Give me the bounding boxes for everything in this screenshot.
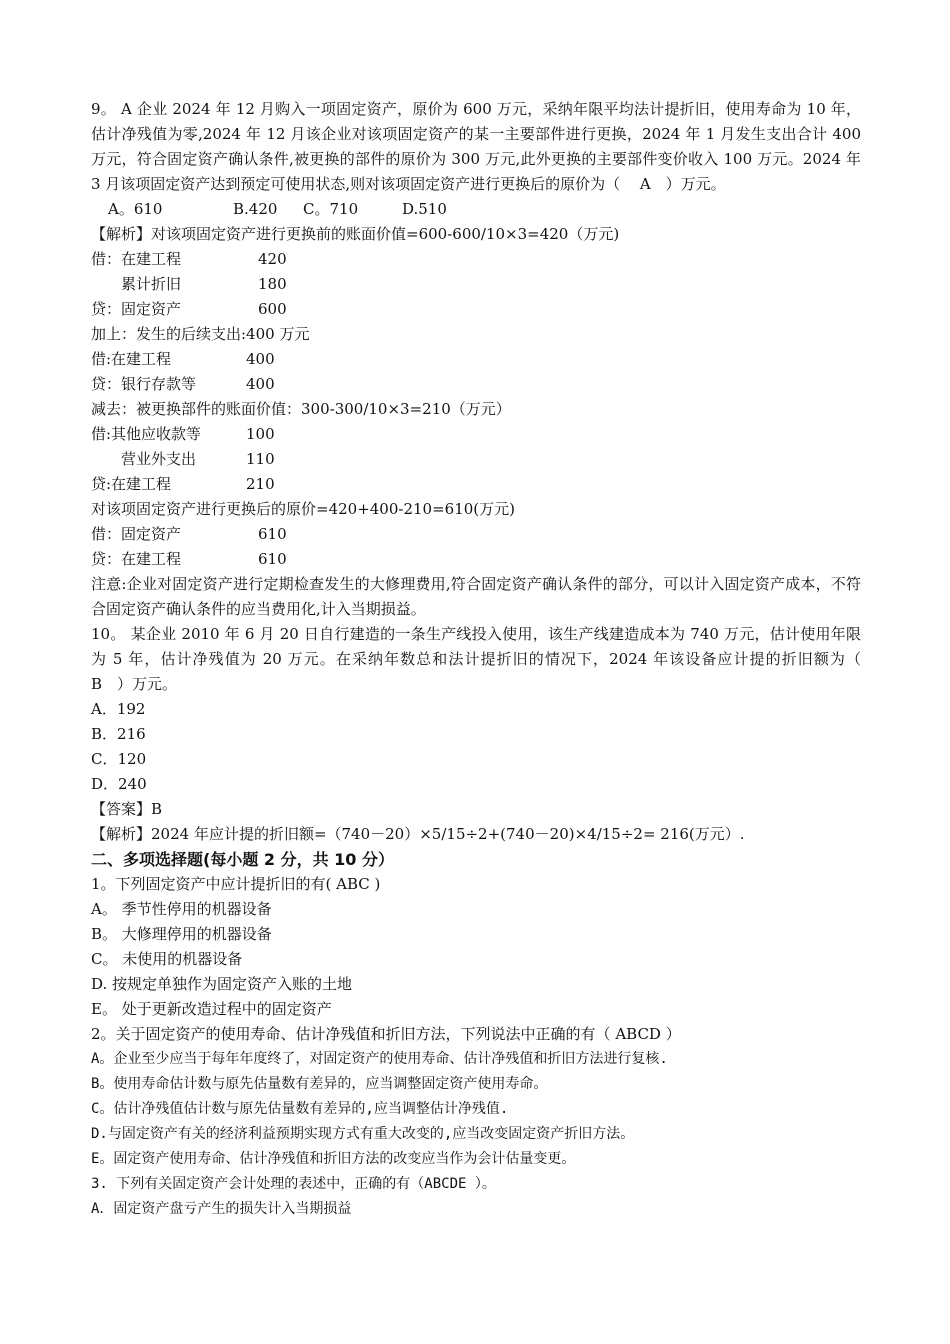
- journal-entry-row: [91, 297, 861, 322]
- mq2-option-c: C。估计净残值估计数与原先估量数有差异的,应当调整估计净残值.: [91, 1101, 509, 1117]
- entry-value: 180: [258, 275, 287, 293]
- document-page: [91, 97, 896, 1222]
- q9-option-b: B.420: [233, 200, 278, 218]
- entry-value: 400: [246, 375, 275, 393]
- section-heading: 二、多项选择题(每小题 2 分，共 10 分）: [91, 850, 394, 869]
- mq1-option-e: E。 处于更新改造过程中的固定资产: [91, 1000, 332, 1018]
- mq1-option-d: D. 按规定单独作为固定资产入账的土地: [91, 975, 353, 993]
- journal-entry-row: [91, 522, 861, 547]
- journal-entry-row: [91, 347, 861, 372]
- entry-label: 借：在建工程: [91, 250, 182, 268]
- journal-entry-row: [91, 472, 861, 497]
- q10-option-a: A．192: [91, 700, 146, 718]
- entry-value: 600: [258, 300, 287, 318]
- entry-value: 110: [246, 450, 275, 468]
- entry-label: 贷：固定资产: [91, 300, 182, 318]
- q9-option-d: D.510: [402, 200, 447, 218]
- entry-label: 借：固定资产: [91, 525, 182, 543]
- q9-analysis-intro: 【解析】对该项固定资产进行更换前的账面价值=600-600/10×3=420（万元): [91, 225, 620, 243]
- minus-line: 减去：被更换部件的账面价值：300-300/10×3=210（万元）: [91, 400, 511, 418]
- q9-option-a: A。610: [108, 200, 163, 218]
- journal-entry-row: [91, 247, 861, 272]
- q10-analysis: 【解析】2024 年应计提的折旧额=（740－20）×5/15÷2+(740－20)×4/15÷2= 216(万元）.: [91, 825, 745, 843]
- journal-entry-row: [91, 372, 861, 397]
- q10-option-d: D．240: [91, 775, 147, 793]
- journal-entry-row: [91, 272, 861, 297]
- mq3-stem: 3. 下列有关固定资产会计处理的表述中，正确的有（ABCDE ）。: [91, 1176, 496, 1192]
- entry-label: 营业外支出: [91, 450, 197, 468]
- entry-value: 610: [258, 525, 287, 543]
- journal-entry-row: [91, 447, 861, 472]
- q9-option-c: C。710: [303, 200, 359, 218]
- entry-label: 贷:在建工程: [91, 475, 172, 493]
- entry-label: 贷：在建工程: [91, 550, 182, 568]
- entry-label: 贷：银行存款等: [91, 375, 197, 393]
- mq1-option-b: B。 大修理停用的机器设备: [91, 925, 272, 943]
- mq2-stem: 2。关于固定资产的使用寿命、估计净残值和折旧方法，下列说法中正确的有（ ABCD ）: [91, 1025, 681, 1043]
- add-line: 加上：发生的后续支出:400 万元: [91, 325, 310, 343]
- q10-stem: 10。 某企业 2010 年 6 月 20 日自行建造的一条生产线投入使用，该生产线建造成本为 740 万元，估计使用年限为 5 年，估计净残值为 20 万元。在采纳年数总和法计提折旧的情况下，2024 年该设备应计提的折旧额为（ B ）万元。: [91, 625, 896, 693]
- q10-option-b: B．216: [91, 725, 146, 743]
- entry-value: 420: [258, 250, 287, 268]
- q10-option-c: C．120: [91, 750, 147, 768]
- entry-label: 累计折旧: [91, 275, 182, 293]
- result-line: 对该项固定资产进行更换后的原价=420+400-210=610(万元): [91, 500, 516, 518]
- journal-entry-row: [91, 422, 861, 447]
- mq1-stem: 1。下列固定资产中应计提折旧的有( ABC ): [91, 875, 381, 893]
- mq1-option-a: A。 季节性停用的机器设备: [91, 900, 272, 918]
- journal-entry-row: [91, 547, 861, 572]
- q9-options: [91, 197, 861, 222]
- q9-note: 注意:企业对固定资产进行定期检查发生的大修理费用,符合固定资产确认条件的部分，可以计入固定资产成本，不符合固定资产确认条件的应当费用化,计入当期损益。: [91, 575, 861, 618]
- entry-value: 610: [258, 550, 287, 568]
- entry-label: 借:其他应收款等: [91, 425, 202, 443]
- mq2-option-d: D.与固定资产有关的经济利益预期实现方式有重大改变的,应当改变固定资产折旧方法。: [91, 1126, 635, 1142]
- entry-value: 100: [246, 425, 275, 443]
- entry-label: 借:在建工程: [91, 350, 172, 368]
- mq2-option-e: E。固定资产使用寿命、估计净残值和折旧方法的改变应当作为会计估量变更。: [91, 1151, 576, 1167]
- mq3-option-a: A．固定资产盘亏产生的损失计入当期损益: [91, 1201, 352, 1217]
- mq2-option-a: A。企业至少应当于每年年度终了，对固定资产的使用寿命、估计净残值和折旧方法进行复核.: [91, 1051, 668, 1067]
- q10-answer: 【答案】B: [91, 800, 163, 818]
- entry-value: 210: [246, 475, 275, 493]
- mq2-option-b: B。使用寿命估计数与原先估量数有差异的，应当调整固定资产使用寿命。: [91, 1076, 548, 1092]
- entry-value: 400: [246, 350, 275, 368]
- q9-stem: 9。 A 企业 2024 年 12 月购入一项固定资产，原价为 600 万元，采纳年限平均法计提折旧，使用寿命为 10 年，估计净残值为零,2024 年 12 月该企业对该项固定资产的某一主要部件进行更换，2024 年 1 月发生支出合计 400 万元，符合固定资产确认条件,被更换的部件的原价为 300 万元,此外更换的主要部件变价收入 100 万元。2024 年 3 月该项固定资产达到预定可使用状态,则对该项固定资产进行更换后的原价为（ A ）万元。: [91, 100, 861, 193]
- mq1-option-c: C。 未使用的机器设备: [91, 950, 243, 968]
